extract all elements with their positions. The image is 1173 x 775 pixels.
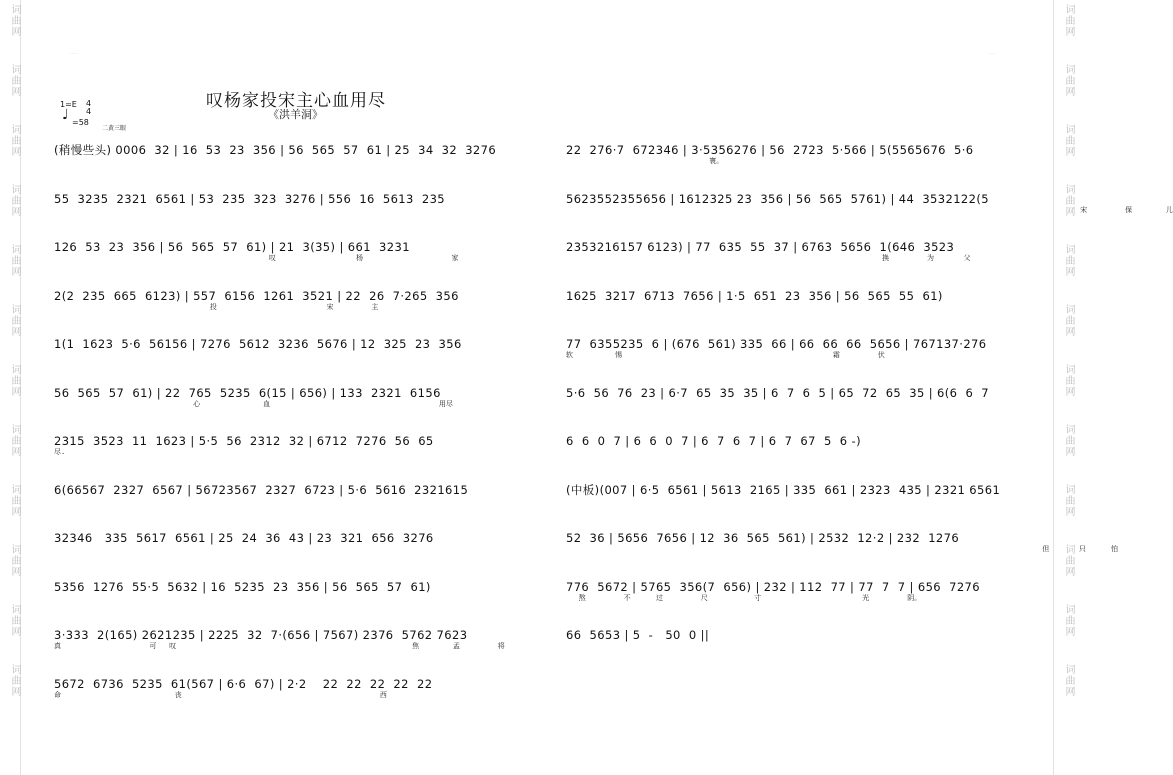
lyric-text: 尽. (54, 448, 66, 456)
notation-text: 22 276·7 672346 | 3·5356276 | 56 2723 5·566 | 5(5565676 5·6 (566, 143, 974, 157)
header-mark-right: …… (988, 50, 996, 55)
watermark-text: 词曲网 (1063, 604, 1074, 637)
score-line (566, 239, 1048, 263)
notation-text: 6 6 0 7 | 6 6 0 7 | 6 7 6 7 | 6 7 67 5 6 -) (566, 434, 861, 448)
notation-text: 1625 3217 6713 7656 | 1·5 651 23 356 | 56 565 55 61) (566, 288, 943, 303)
watermark-text: 词曲网 (9, 604, 20, 637)
lyric-text: 但 只 怕 (566, 545, 1119, 553)
watermark-text: 词曲网 (9, 484, 20, 517)
lyric-text: 命 丧 西 (54, 690, 387, 699)
score-line (566, 336, 1048, 360)
time-bottom: 4 (86, 107, 92, 116)
left-watermark-strip (0, 0, 21, 775)
key-signature-block (60, 99, 92, 127)
lyric-text: 熬 不 过 尺 寸 光 阴。 (566, 593, 922, 602)
watermark-text: 词曲网 (9, 364, 20, 397)
lyric-text: 真 可 叹 焦 孟 将 (54, 642, 505, 650)
notation-text: (稍慢些头) 0006 32 | 16 53 23 356 | 56 565 57 61 | 25 34 32 3276 (54, 143, 497, 157)
notation-text: 5672 6736 5235 61(567 | 6·6 67) | 2·2 22 22 22 22 22 (54, 676, 433, 691)
notation-text: 56 565 57 61) | 22 765 5235 6(15 | 656) | 133 2321 6156 (54, 385, 441, 400)
watermark-text: 词曲网 (1063, 544, 1074, 577)
score-line (54, 433, 534, 457)
score-line (54, 676, 534, 700)
notation-text: 2353216157 6123) | 77 635 55 37 | 6763 5656 1(646 3523 (566, 240, 955, 254)
watermark-text: 词曲网 (9, 64, 20, 97)
tempo-marking: =58 (72, 118, 89, 127)
header-mark-left: …… (70, 50, 78, 55)
notation-text: 52 36 | 5656 7656 | 12 36 565 561) | 2532 12·2 | 232 1276 (566, 531, 960, 545)
notation-text: 5·6 56 76 23 | 6·7 65 35 35 | 6 7 6 5 | 65 72 65 35 | 6(6 6 7 (566, 385, 990, 400)
notation-text: 126 53 23 356 | 56 565 57 61) | 21 3(35) | 661 3231 (54, 240, 410, 254)
watermark-text: 词曲网 (1063, 64, 1074, 97)
score-line (566, 530, 1119, 554)
watermark-text: 词曲网 (1063, 364, 1074, 397)
notation-text: 5623552355656 | 1612325 23 356 | 56 565 5761) | 44 3532122(5 (566, 191, 989, 206)
song-title: 叹杨家投宋主心血用尽 (206, 91, 386, 111)
notation-text: (中板)(007 | 6·5 6561 | 5613 2165 | 335 661 | 2323 435 | 2321 6561 (566, 482, 1001, 497)
watermark-text: 词曲网 (9, 544, 20, 577)
lyric-text: 心 血 用尽 (54, 399, 453, 408)
notation-text: 1(1 1623 5·6 56156 | 7276 5612 3236 5676 | 12 325 23 356 (54, 337, 462, 351)
watermark-text: 词曲网 (1063, 184, 1074, 217)
score-line (54, 288, 534, 312)
lyric-text: 宋 保 儿 (566, 205, 1173, 214)
score-line (54, 482, 534, 506)
notation-text: 32346 335 5617 6561 | 25 24 36 43 | 23 321 656 3276 (54, 531, 434, 545)
notation-text: 77 6355235 6 | (676 561) 335 66 | 66 66 66 5656 | 767137·276 (566, 337, 987, 351)
score-line (566, 627, 1048, 651)
time-top: 4 (86, 99, 92, 108)
key-label: 1=E (60, 100, 77, 109)
notation-text: 2315 3523 11 1623 | 5·5 56 2312 32 | 6712 7276 56 65 (54, 434, 434, 448)
notation-text: 2(2 235 665 6123) | 557 6156 1261 3521 | 22 26 7·265 356 (54, 288, 459, 303)
lyric-text: 软 惕 霜 伏 (566, 351, 885, 359)
score-line (566, 482, 1048, 506)
time-signature (86, 100, 91, 116)
watermark-text: 词曲网 (9, 664, 20, 697)
score-line (54, 385, 534, 409)
score-line (566, 288, 1048, 312)
score-line (54, 530, 534, 554)
score-line (54, 627, 534, 651)
watermark-text: 词曲网 (1063, 124, 1074, 157)
note-value-icon: ♩ (62, 107, 69, 123)
notation-text: 55 3235 2321 6561 | 53 235 323 3276 | 556 16 5613 235 (54, 191, 446, 206)
score-line (566, 579, 1048, 603)
watermark-text: 词曲网 (1063, 304, 1074, 337)
notation-text: 6(66567 2327 6567 | 56723567 2327 6723 | 5·6 5616 2321615 (54, 482, 469, 497)
watermark-text: 词曲网 (9, 244, 20, 277)
score-line (566, 142, 1048, 166)
score-line (566, 433, 1048, 457)
score-line (54, 336, 534, 360)
notation-text: 776 5672 | 5765 356(7 656) | 232 | 112 77 | 77 7 7 | 656 7276 (566, 579, 980, 594)
watermark-text: 词曲网 (1063, 484, 1074, 517)
watermark-text: 词曲网 (9, 4, 20, 37)
watermark-text: 词曲网 (1063, 244, 1074, 277)
watermark-text: 词曲网 (1063, 424, 1074, 457)
lyric-text: 换 为 父 (566, 254, 971, 262)
score-line (54, 191, 534, 215)
score-line (54, 142, 534, 166)
watermark-text: 词曲网 (1063, 664, 1074, 697)
notation-text: 66 5653 | 5 - 50 0 || (566, 628, 710, 642)
score-line (54, 239, 534, 263)
score-line (54, 579, 534, 603)
lyric-text: 叹 杨 家 (54, 254, 459, 262)
watermark-text: 词曲网 (9, 124, 20, 157)
watermark-text: 词曲网 (1063, 4, 1074, 37)
right-watermark-strip (1053, 0, 1074, 775)
watermark-text: 词曲网 (9, 304, 20, 337)
lyric-text: 投 宋 主 (54, 302, 379, 311)
score-line (566, 385, 1048, 409)
lyric-text: 寰。 (566, 157, 724, 165)
opera-subtitle: 《洪羊洞》 (268, 108, 323, 121)
watermark-text: 词曲网 (9, 424, 20, 457)
watermark-text: 词曲网 (9, 184, 20, 217)
notation-text: 5356 1276 55·5 5632 | 16 5235 23 356 | 56 565 57 61) (54, 579, 431, 594)
notation-text: 3·333 2(165) 2621235 | 2225 32 7·(656 | 7567) 2376 5762 7623 (54, 628, 468, 642)
mode-label: 二黄三眼 (102, 125, 127, 132)
